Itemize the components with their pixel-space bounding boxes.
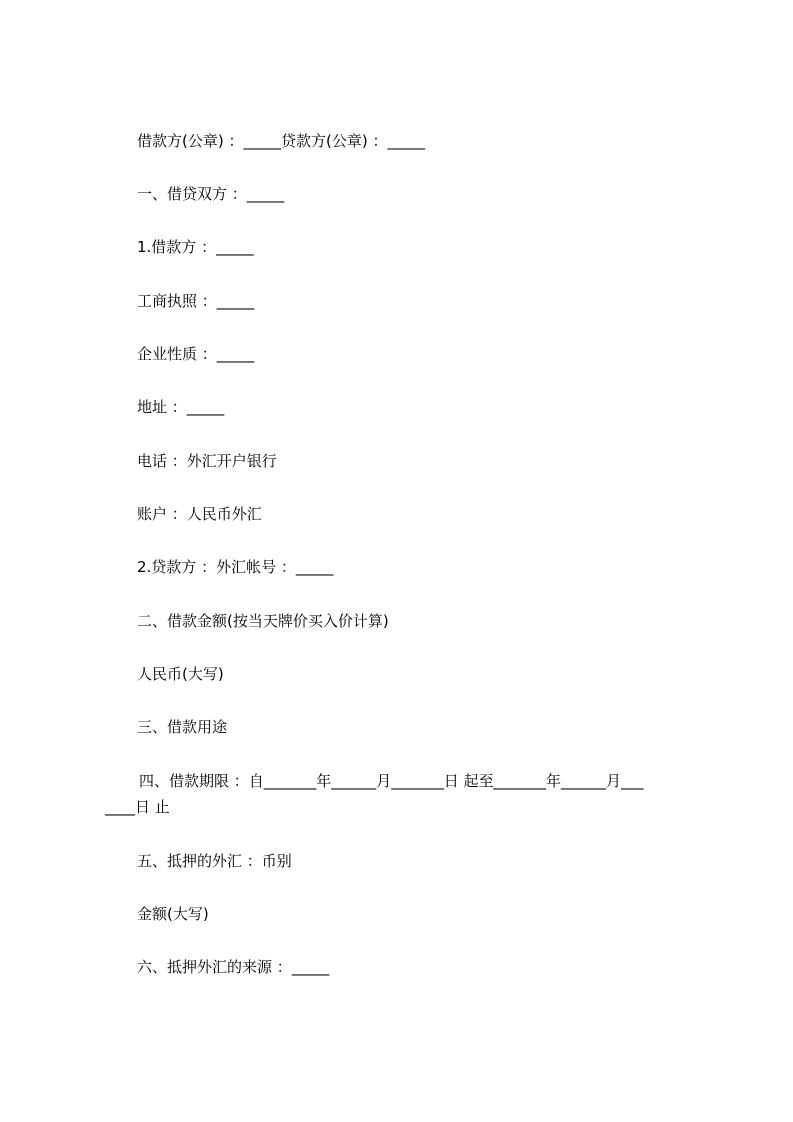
borrower-line: 1.借款方 ：_____ xyxy=(137,238,254,256)
section-5-heading: 五、抵押的外汇 ：币别 xyxy=(137,852,292,870)
section-3-heading: 三、借款用途 xyxy=(137,718,228,736)
signature-line: 借款方(公章) ：_____贷款方(公章) ：_____ xyxy=(137,132,425,150)
business-license-line: 工商执照 ：_____ xyxy=(137,292,255,310)
address-line: 地址 ：_____ xyxy=(137,398,225,416)
section-4-heading: 四、借款期限 ：自_______年______月_______日 起至_______年______月___ xyxy=(139,772,644,790)
section-1-heading: 一、借贷双方 ：_____ xyxy=(137,185,285,203)
section-6-heading: 六、抵押外汇的来源 ：_____ xyxy=(137,958,330,976)
amount-capital-line: 金额(大写) xyxy=(137,905,209,923)
account-line: 账户 ：人民币外汇 xyxy=(137,505,262,523)
section-4-continuation: ____日 止 xyxy=(105,798,170,816)
section-2-heading: 二、借款金额(按当天牌价买入价计算) xyxy=(137,612,389,630)
rmb-amount-line: 人民币(大写) xyxy=(137,665,224,683)
lender-line: 2.贷款方 ：外汇帐号 ：_____ xyxy=(137,558,334,576)
phone-bank-line: 电话 ：外汇开户银行 xyxy=(137,452,277,470)
enterprise-type-line: 企业性质 ：_____ xyxy=(137,345,255,363)
